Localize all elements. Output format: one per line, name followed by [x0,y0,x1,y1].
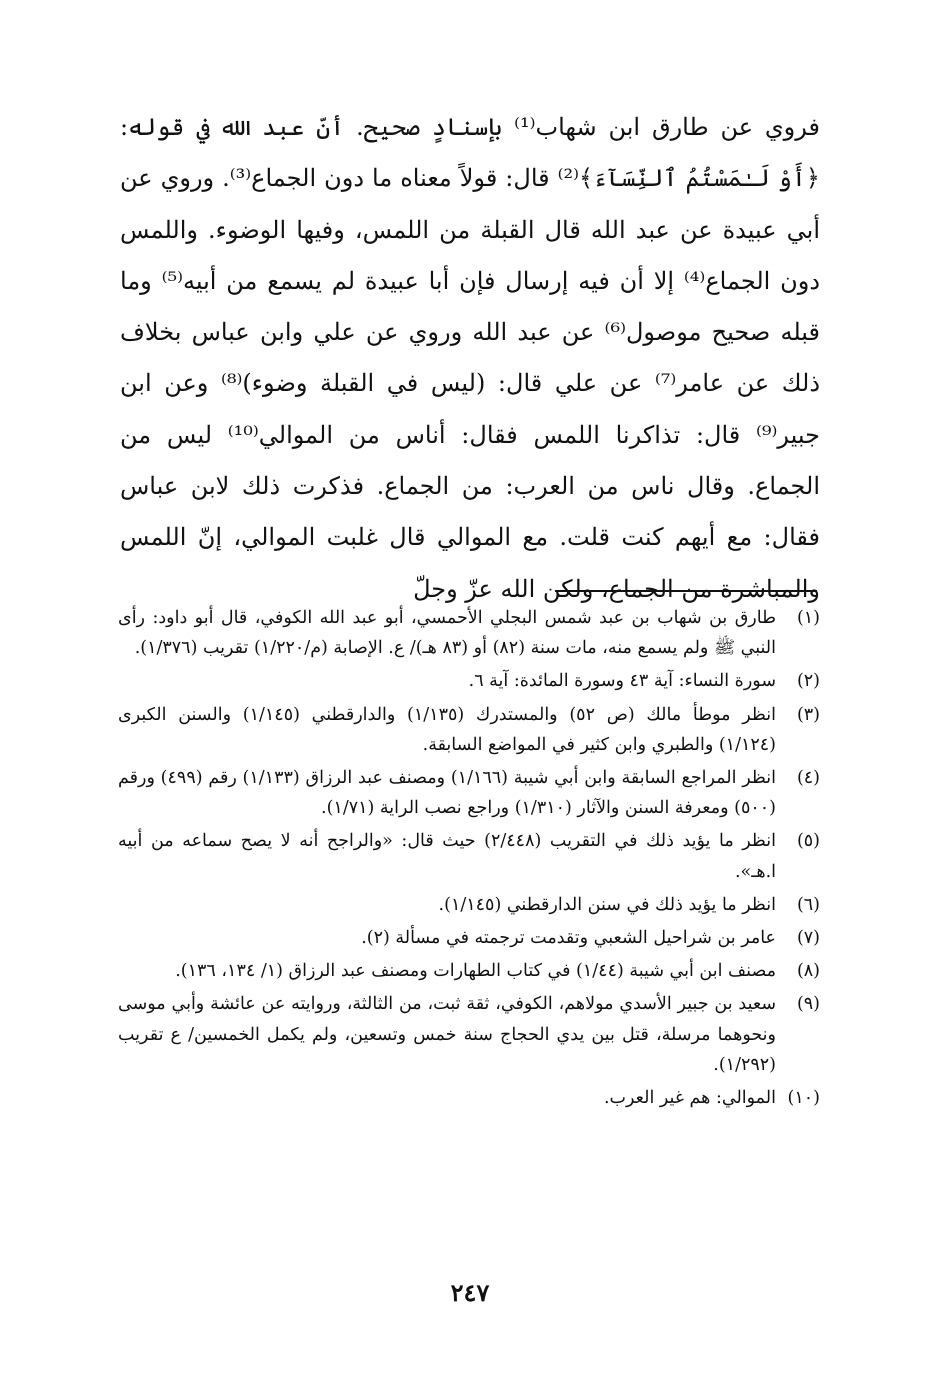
footnote-number: (١) [796,608,820,628]
footnote-text: عامر بن شراحيل الشعبي وتقدمت ترجمته في مسألة (٢). [361,928,776,949]
footnote-10 [118,1083,820,1113]
footnote-number: (١٠) [787,1088,820,1109]
footnote-number: (٥) [796,831,820,852]
footnote-2 [118,666,820,696]
footnote-number: (٨) [796,961,820,982]
page-number: ٢٤٧ [450,1278,490,1307]
footnote-text: انظر ما يؤيد ذلك في التقريب (٢/٤٤٨) حيث قال: «والراجح أنه لا يصح سماعه من أبيه ا.هـ». [118,831,776,882]
main-text [120,102,820,615]
footnote-text: انظر ما يؤيد ذلك في سنن الدارقطني (١/١٤٥). [438,894,776,915]
footnotes [118,603,820,1116]
footnote-number: (٧) [796,928,820,949]
footnote-text: سعيد بن جبير الأسدي مولاهم، الكوفي، ثقة ثبت، من الثالثة، وروايته عن عائشة وأبي موسى ونحوهما مرسلة، قتل بين يدي الحجاج سنة خمس وتسعين، ولم يكمل الخمسين/ ع تقريب (١/٢٩٢). [118,994,776,1075]
footnote-text: انظر موطأ مالك (ص ٥٢) والمستدرك (١/١٣٥) والدارقطني (١/١٤٥) والسنن الكبرى (١/١٢٤) والطبري وابن كثير في المواضع السابقة. [118,704,776,755]
footnote-8 [118,956,820,986]
footnote-text: سورة النساء: آية ٤٣ وسورة المائدة: آية ٦. [468,671,776,692]
footnote-4 [118,763,820,823]
footnote-3 [118,700,820,760]
footnote-number: (٣) [796,704,820,725]
footnote-text: انظر المراجع السابقة وابن أبي شيبة (١/١٦٦) ومصنف عبد الرزاق (١/١٣٣) رقم (٤٩٩) ورقم (٥٠٠) ومعرفة السنن والآثار (١/٣١٠) وراجع نصب الراية (١/٧١). [118,768,776,819]
footnote-text: الموالي: هم غير العرب. [603,1088,776,1109]
footnote-number: (٢) [796,671,820,692]
footnote-separator [555,590,817,592]
footnote-text: طارق بن شهاب بن عبد شمس البجلي الأحمسي، أبو عبد الله الكوفي، قال أبو داود: رأى النبي ﷺ ولم يسمع منه، مات سنة (٨٢) أو (٨٣ هـ)/ ع. الإصابة (م/١/٢٢٠) تقريب (١/٣٧٦). [118,608,776,659]
footnote-5 [118,826,820,886]
main-paragraph: فروي عن طارق ابن شهاب⁽¹⁾ بإسنادٍ صحيح. أنّ عبد الله في قوله: ﴿أَوْ لَـٰمَسْتُمُ ٱلنِّسَآءَ﴾⁽²⁾ قال: قولاً معناه ما دون الجماع⁽³⁾. وروي عن أبي عبيدة عن عبد الله قال القبلة من اللمس، وفيها الوضوء. واللمس دون الجماع⁽⁴⁾ إلا أن فيه إرسال فإن أبا عبيدة لم يسمع من أبيه⁽⁵⁾ وما قبله صحيح موصول⁽⁶⁾ عن عبد الله وروي عن علي وابن عباس بخلاف ذلك عن عامر⁽⁷⁾ عن علي قال: (ليس في القبلة وضوء)⁽⁸⁾ وعن ابن جبير⁽⁹⁾ قال: تذاكرنا اللمس فقال: أناس من الموالي⁽¹⁰⁾ ليس من الجماع. وقال ناس من العرب: من الجماع. فذكرت ذلك لابن عباس فقال: مع أيهم كنت قلت. مع الموالي قال غلبت الموالي، إنّ اللمس والمباشرة من الجماع، ولكن الله عزّ وجلّ [120,113,821,603]
footnote-number: (٩) [796,994,820,1015]
footnote-9 [118,989,820,1080]
footnote-text: مصنف ابن أبي شيبة (١/٤٤) في كتاب الطهارات ومصنف عبد الرزاق (١/ ١٣٤، ١٣٦). [175,961,776,982]
footnote-number: (٤) [796,768,820,789]
footnote-1 [118,603,820,663]
footnote-number: (٦) [796,894,820,915]
footnote-6 [118,890,820,920]
footnote-7 [118,923,820,953]
